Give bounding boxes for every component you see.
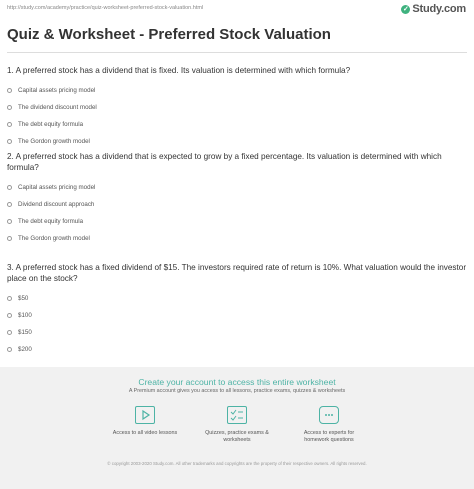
feature-label: Quizzes, practice exams & worksheets xyxy=(205,430,269,443)
page-title: Quiz & Worksheet - Preferred Stock Valuation xyxy=(7,26,331,43)
radio-button-icon[interactable] xyxy=(7,313,12,318)
radio-button-icon[interactable] xyxy=(7,139,12,144)
answer-option[interactable] xyxy=(7,324,469,341)
radio-button-icon[interactable] xyxy=(7,219,12,224)
radio-button-icon[interactable] xyxy=(7,202,12,207)
feature-video-lessons xyxy=(110,406,180,437)
question-text: 2. A preferred stock has a dividend that is expected to grow by a fixed percentage. Its valuation is determined with which formula? xyxy=(7,152,442,173)
option-label: Dividend discount approach xyxy=(18,201,95,209)
top-bar xyxy=(0,0,474,18)
option-label: The dividend discount model xyxy=(18,104,97,112)
answer-option[interactable] xyxy=(7,133,469,150)
option-label: $50 xyxy=(18,295,29,303)
promo-subtitle: A Premium account gives you access to all lessons, practice exams, quizzes & worksheets xyxy=(128,388,346,394)
answer-option[interactable] xyxy=(7,116,469,133)
answer-option[interactable] xyxy=(7,307,469,324)
feature-experts xyxy=(294,406,364,444)
create-account-link[interactable]: Create your account to access this entire worksheet xyxy=(138,377,336,387)
answer-option[interactable] xyxy=(7,196,469,213)
question-text: 1. A preferred stock has a dividend that is fixed. Its valuation is determined with which formula? xyxy=(7,66,351,75)
answer-option[interactable] xyxy=(7,341,469,358)
question-text: 3. A preferred stock has a fixed dividend of $15. The investors required rate of return is 10%. What valuation would the investor place on the stock? xyxy=(7,263,467,284)
option-label: $100 xyxy=(18,312,32,320)
radio-button-icon[interactable] xyxy=(7,88,12,93)
answer-option[interactable] xyxy=(7,179,469,196)
radio-button-icon[interactable] xyxy=(7,122,12,127)
premium-promo-panel xyxy=(0,367,474,489)
radio-button-icon[interactable] xyxy=(7,347,12,352)
answer-option[interactable] xyxy=(7,213,469,230)
question-1 xyxy=(7,65,469,150)
option-label: The Gordon growth model xyxy=(18,235,90,243)
title-divider xyxy=(7,52,467,53)
option-label: $150 xyxy=(18,329,32,337)
answer-option[interactable] xyxy=(7,230,469,247)
answer-option[interactable] xyxy=(7,290,469,307)
video-play-icon xyxy=(135,406,155,424)
option-label: The debt equity formula xyxy=(18,218,84,226)
radio-button-icon[interactable] xyxy=(7,236,12,241)
quiz-checklist-icon xyxy=(227,406,247,424)
option-label: Capital assets pricing model xyxy=(18,87,96,95)
radio-button-icon[interactable] xyxy=(7,105,12,110)
feature-quizzes xyxy=(202,406,272,444)
page-url: http://study.com/academy/practice/quiz-worksheet-preferred-stock-valuation.html xyxy=(7,5,204,11)
expert-chat-icon xyxy=(319,406,339,424)
feature-label: Access to all video lessons xyxy=(112,430,178,436)
answer-option[interactable] xyxy=(7,82,469,99)
copyright-text: © copyright 2003-2020 Study.com. All other trademarks and copyrights are the property of their respective owners. All rights reserved. xyxy=(107,461,367,466)
option-label: Capital assets pricing model xyxy=(18,184,96,192)
feature-label: Access to experts for homework questions xyxy=(303,430,355,443)
option-label: $200 xyxy=(18,346,32,354)
radio-button-icon[interactable] xyxy=(7,330,12,335)
study-logo-text: Study.com xyxy=(412,3,466,15)
radio-button-icon[interactable] xyxy=(7,185,12,190)
study-logo-mark-icon: ✓ xyxy=(402,5,409,13)
answer-option[interactable] xyxy=(7,99,469,116)
option-label: The Gordon growth model xyxy=(18,138,90,146)
option-label: The debt equity formula xyxy=(18,121,84,129)
study-logo[interactable] xyxy=(401,3,466,15)
question-2 xyxy=(7,151,469,247)
radio-button-icon[interactable] xyxy=(7,296,12,301)
question-3 xyxy=(7,262,469,358)
